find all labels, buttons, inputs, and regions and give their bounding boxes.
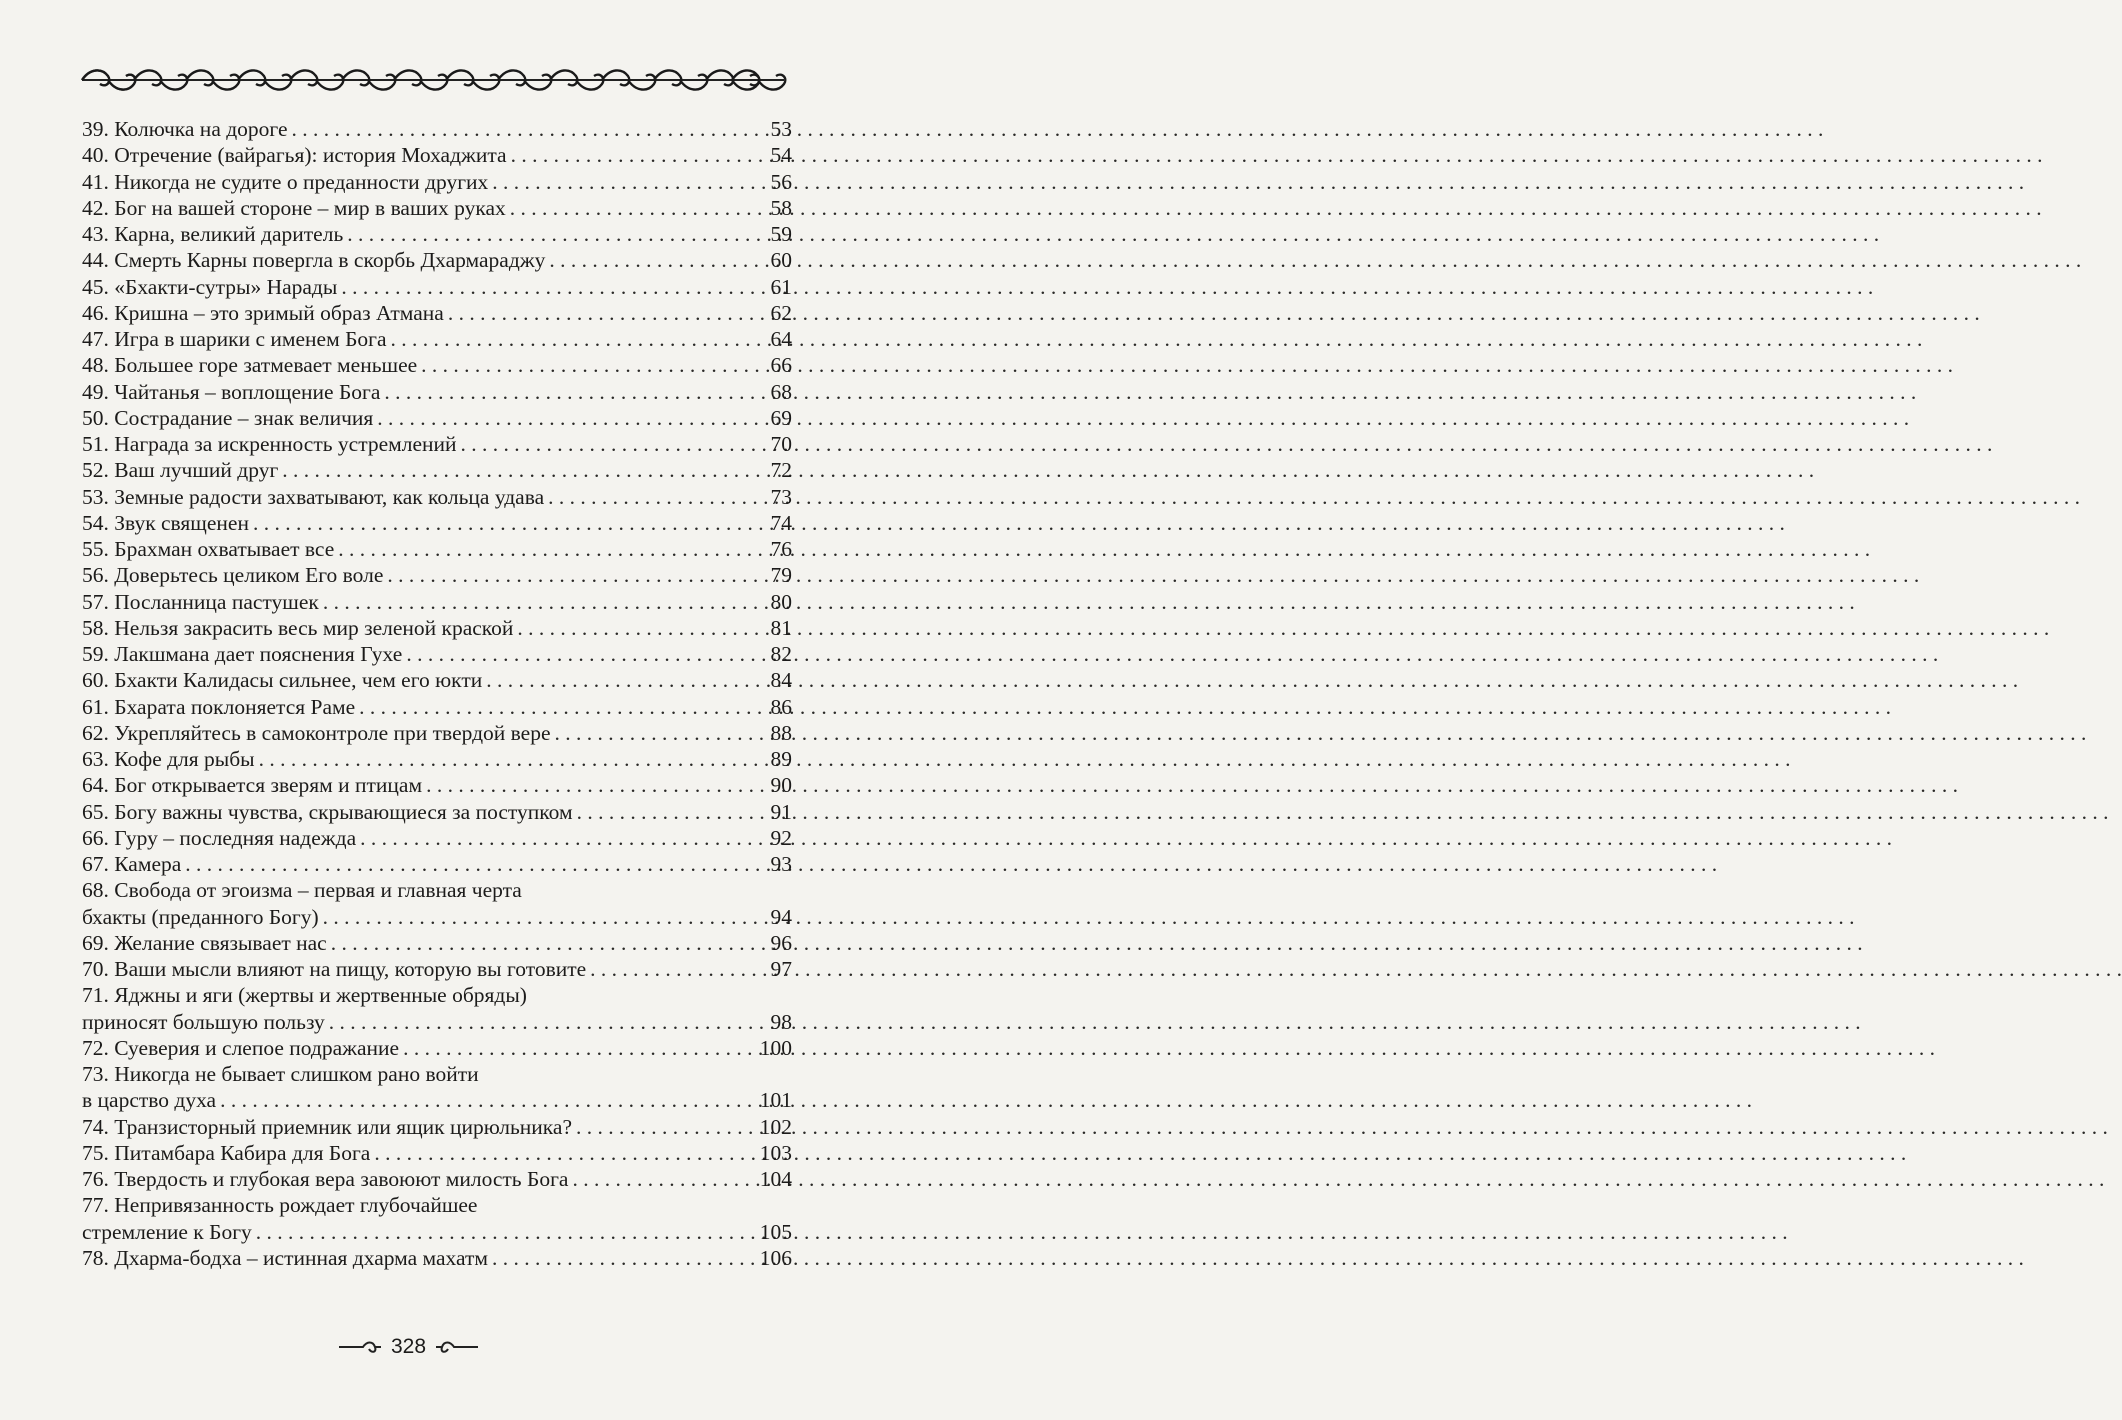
- toc-entry: [82, 642, 792, 668]
- toc-entry-title: 69. Желание связывает нас: [82, 930, 327, 955]
- toc-entry-page: 76: [770, 537, 792, 561]
- toc-entry: [82, 353, 792, 379]
- toc-entry-title: 62. Укрепляйтесь в самоконтроле при твердой вере: [82, 720, 551, 745]
- toc-entry: [82, 695, 792, 721]
- footer-left-ornament: [337, 1339, 383, 1355]
- toc-entry-page: 94: [770, 904, 792, 929]
- toc-entry-title: 72. Суеверия и слепое подражание: [82, 1035, 400, 1060]
- toc-entry: [82, 721, 792, 747]
- toc-entry: [82, 1036, 792, 1062]
- dot-leader: [577, 800, 762, 825]
- toc-entry: [82, 406, 792, 432]
- toc-entry: [82, 143, 792, 169]
- toc-entry: [82, 957, 792, 983]
- dot-leader: [292, 117, 763, 142]
- toc-entry-title: 57. Посланница пастушек: [82, 589, 319, 614]
- dot-leader: [282, 458, 762, 483]
- dot-leader: [486, 668, 762, 693]
- toc-entry: [82, 275, 792, 301]
- toc-entry-title: 71. Яджны и яги (жертвы и жертвенные обряды): [82, 983, 527, 1008]
- toc-entry-title: 39. Колючка на дороге: [82, 117, 288, 141]
- toc-entry: [82, 983, 792, 1009]
- toc-entry-page: 72: [770, 458, 792, 483]
- toc-entry-title: стремление к Богу: [82, 1219, 252, 1244]
- toc-entry-page: 61: [770, 274, 792, 299]
- toc-entry-page: 92: [770, 825, 792, 850]
- toc-entry-page: 84: [770, 668, 792, 693]
- dot-leader: [323, 590, 762, 615]
- toc-entry-title: 73. Никогда не бывает слишком рано войти: [82, 1062, 479, 1086]
- footer-right-ornament: [434, 1339, 480, 1355]
- dot-leader: [448, 301, 762, 326]
- toc-entry-title: 60. Бхакти Калидасы сильнее, чем его юкти: [82, 668, 483, 693]
- toc-entry-page: 64: [770, 327, 792, 351]
- toc-entry-page: 59: [770, 222, 792, 246]
- dot-leader: [253, 511, 762, 536]
- toc-entry-title: 49. Чайтанья – воплощение Бога: [82, 379, 381, 404]
- dot-leader: [256, 1220, 756, 1245]
- dot-leader: [338, 537, 762, 562]
- toc-entry-title: бхакты (преданного Богу): [82, 904, 319, 929]
- toc-entry: [82, 1115, 792, 1141]
- dot-leader: [492, 1246, 756, 1271]
- dot-leader: [384, 380, 762, 405]
- toc-entry-page: 90: [770, 773, 792, 798]
- toc-entry-title: 40. Отречение (вайрагья): история Мохаджита: [82, 143, 507, 168]
- toc-entry: [82, 170, 792, 196]
- toc-entry-title: 59. Лакшмана дает пояснения Гухе: [82, 642, 403, 666]
- toc-entry-title: 66. Гуру – последняя надежда: [82, 825, 357, 850]
- toc-entry-page: 91: [770, 799, 792, 824]
- toc-entry-page: 86: [770, 694, 792, 719]
- toc-entry: [82, 1220, 792, 1246]
- dot-leader: [517, 616, 762, 641]
- toc-entry-title: 76. Твердость и глубокая вера завоюют милость Бога: [82, 1167, 569, 1191]
- toc-entry-page: 62: [770, 300, 792, 325]
- toc-entry-title: 61. Бхарата поклоняется Раме: [82, 694, 356, 719]
- dot-leader: [548, 485, 762, 510]
- dot-leader: [259, 747, 762, 772]
- toc-entry-page: 68: [770, 379, 792, 404]
- toc-entry: [82, 563, 792, 589]
- toc-entry-page: 103: [759, 1140, 792, 1165]
- toc-entry-title: 45. «Бхакти-сутры» Нарады: [82, 274, 338, 299]
- toc-entry-page: 101: [759, 1088, 792, 1113]
- toc-entry-page: 89: [770, 747, 792, 771]
- toc-entry: [82, 826, 792, 852]
- toc-entry: [82, 196, 792, 222]
- dot-leader: [323, 905, 762, 930]
- toc-entry-title: 41. Никогда не судите о преданности других: [82, 169, 489, 194]
- toc-entry-page: 74: [770, 510, 792, 535]
- toc-entry-title: 51. Награда за искренность устремлений: [82, 432, 457, 456]
- toc-entry: [82, 1167, 792, 1193]
- toc-entry-title: приносят большую пользу: [82, 1009, 325, 1034]
- dot-leader: [220, 1088, 756, 1113]
- toc-entry: [82, 458, 792, 484]
- dot-leader: [426, 773, 762, 798]
- toc-entry-page: 54: [770, 143, 792, 168]
- page-footer: [0, 1330, 817, 1364]
- dot-leader: [329, 1010, 762, 1035]
- toc-entry: [82, 590, 792, 616]
- toc-entry: [82, 1246, 792, 1272]
- dot-leader: [341, 275, 762, 300]
- toc-entry-page: 105: [759, 1219, 792, 1244]
- toc-entry-page: 81: [770, 615, 792, 640]
- dot-leader: [590, 957, 762, 982]
- toc-entry-page: 56: [770, 169, 792, 194]
- toc-entry-title: 68. Свобода от эгоизма – первая и главная черта: [82, 878, 522, 903]
- toc-entry-page: 82: [770, 642, 792, 666]
- dot-leader: [555, 721, 762, 746]
- toc-entry: [82, 432, 792, 458]
- toc-entry: [82, 222, 792, 248]
- dot-leader: [572, 1167, 755, 1192]
- dot-leader: [403, 1036, 756, 1061]
- toc-entry: [82, 1062, 792, 1088]
- toc-entry-page: 88: [770, 720, 792, 745]
- dot-leader: [406, 642, 762, 667]
- toc-entry: [82, 537, 792, 563]
- toc-entry-title: 56. Доверьтесь целиком Его воле: [82, 563, 384, 588]
- toc-entry-page: 60: [770, 248, 792, 273]
- toc-entry-page: 106: [759, 1245, 792, 1270]
- toc-entry-title: 47. Игра в шарики с именем Бога: [82, 327, 387, 351]
- dot-leader: [511, 143, 762, 168]
- toc-entry: [82, 1088, 792, 1114]
- toc-entry-title: 50. Сострадание – знак величия: [82, 405, 374, 430]
- dot-leader: [374, 1141, 755, 1166]
- toc-entry-title: 52. Ваш лучший друг: [82, 458, 279, 483]
- toc-entry-page: 93: [770, 852, 792, 876]
- toc-entry-page: 104: [759, 1167, 792, 1191]
- table-of-contents: [82, 117, 792, 1272]
- toc-entry-title: 44. Смерть Карны повергла в скорбь Дхармараджу: [82, 248, 546, 273]
- dot-leader: [421, 353, 762, 378]
- toc-entry-page: 53: [770, 117, 792, 141]
- toc-entry: [82, 773, 792, 799]
- toc-entry-page: 66: [770, 353, 792, 378]
- dot-leader: [185, 852, 762, 877]
- toc-entry-title: 78. Дхарма-бодха – истинная дхарма махатм: [82, 1245, 489, 1270]
- dot-leader: [377, 406, 762, 431]
- toc-entry-page: 80: [770, 589, 792, 614]
- toc-entry-page: 69: [770, 405, 792, 430]
- toc-entry-page: 70: [770, 432, 792, 456]
- toc-entry: [82, 485, 792, 511]
- toc-entry-title: в царство духа: [82, 1088, 217, 1113]
- toc-entry-page: 97: [770, 957, 792, 981]
- toc-entry-title: 65. Богу важны чувства, скрывающиеся за поступком: [82, 799, 573, 824]
- dot-leader: [576, 1115, 756, 1140]
- dot-leader: [360, 826, 762, 851]
- dot-leader: [492, 170, 762, 195]
- dot-leader: [461, 432, 762, 457]
- toc-entry-page: 73: [770, 484, 792, 509]
- toc-entry: [82, 1141, 792, 1167]
- toc-entry-title: 67. Камера: [82, 852, 182, 876]
- dot-leader: [387, 563, 762, 588]
- toc-entry-page: 79: [770, 563, 792, 588]
- header-ornament: [82, 66, 784, 94]
- dot-leader: [347, 222, 762, 247]
- toc-entry-page: 58: [770, 195, 792, 220]
- toc-entry-title: 42. Бог на вашей стороне – мир в ваших руках: [82, 195, 506, 220]
- toc-entry: [82, 852, 792, 878]
- toc-entry: [82, 327, 792, 353]
- toc-entry-title: 53. Земные радости захватывают, как кольца удава: [82, 484, 545, 509]
- toc-entry: [82, 1010, 792, 1036]
- dot-leader: [510, 196, 762, 221]
- toc-entry: [82, 380, 792, 406]
- toc-entry-title: 48. Большее горе затмевает меньшее: [82, 353, 418, 378]
- toc-entry: [82, 931, 792, 957]
- toc-entry-page: 100: [759, 1035, 792, 1060]
- dot-leader: [391, 327, 762, 352]
- dot-leader: [331, 931, 762, 956]
- toc-entry: [82, 117, 792, 143]
- toc-entry-page: 98: [770, 1009, 792, 1034]
- toc-entry-title: 58. Нельзя закрасить весь мир зеленой краской: [82, 615, 514, 640]
- toc-entry-title: 74. Транзисторный приемник или ящик цирюльника?: [82, 1114, 573, 1139]
- dot-leader: [549, 248, 762, 273]
- toc-entry: [82, 905, 792, 931]
- toc-entry: [82, 878, 792, 904]
- toc-entry: [82, 1193, 792, 1219]
- dot-leader: [359, 695, 762, 720]
- toc-entry-title: 75. Питамбара Кабира для Бога: [82, 1140, 371, 1165]
- toc-entry-title: 43. Карна, великий даритель: [82, 222, 344, 246]
- toc-entry-title: 63. Кофе для рыбы: [82, 747, 255, 771]
- toc-entry: [82, 668, 792, 694]
- toc-entry: [82, 248, 792, 274]
- page-number: 328: [390, 1335, 427, 1358]
- toc-entry: [82, 301, 792, 327]
- toc-entry-title: 64. Бог открывается зверям и птицам: [82, 773, 423, 798]
- toc-entry: [82, 511, 792, 537]
- toc-entry: [82, 800, 792, 826]
- toc-entry: [82, 747, 792, 773]
- toc-entry-title: 77. Непривязанность рождает глубочайшее: [82, 1193, 478, 1218]
- toc-entry-page: 96: [770, 930, 792, 955]
- toc-entry-title: 55. Брахман охватывает все: [82, 537, 335, 561]
- toc-entry-page: 102: [759, 1114, 792, 1139]
- toc-entry-title: 46. Кришна – это зримый образ Атмана: [82, 300, 444, 325]
- toc-entry-title: 70. Ваши мысли влияют на пищу, которую вы готовите: [82, 957, 587, 981]
- toc-entry-title: 54. Звук священен: [82, 510, 249, 535]
- toc-entry: [82, 616, 792, 642]
